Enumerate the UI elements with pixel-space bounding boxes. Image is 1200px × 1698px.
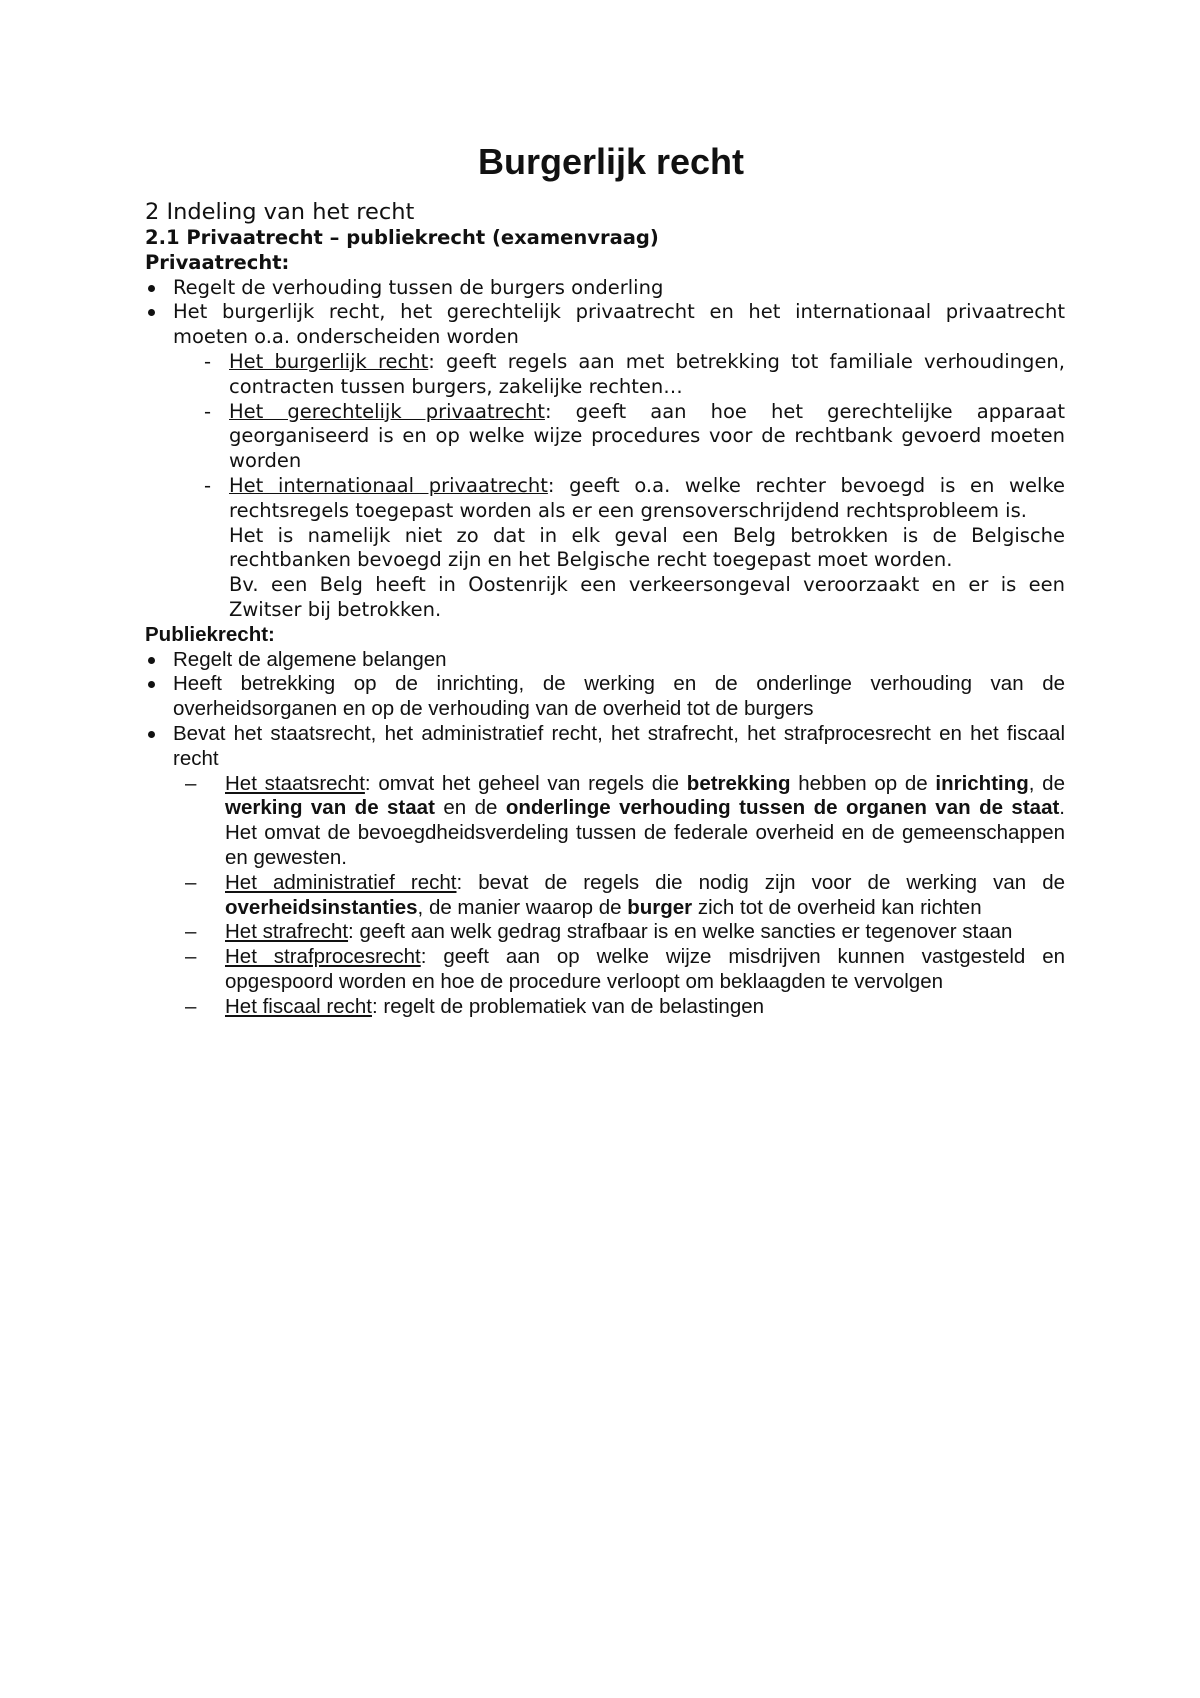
subitem-internationaal-privaatrecht xyxy=(201,474,1065,623)
subitem-text: : geeft aan welk gedrag strafbaar is en welke sancties er tegenover staan xyxy=(348,920,1013,944)
subitem-text: : geeft aan op welke wijze misdrijven kunnen vastgesteld en opgespoord worden en hoe de procedure verloopt om beklaagden te vervolgen xyxy=(225,945,1065,993)
subitem-strafrecht xyxy=(183,920,1065,945)
privaatrecht-bullets xyxy=(145,276,1065,623)
subitem-text: , de manier waarop de xyxy=(417,895,628,919)
heading-privaat-publiek: 2.1 Privaatrecht – publiekrecht (examenvraag) xyxy=(145,226,659,249)
term-fiscaal-recht: Het fiscaal recht xyxy=(225,994,372,1018)
subitem-text: : bevat de regels die nodig zijn voor de werking van de xyxy=(456,870,1065,894)
document-content xyxy=(145,140,1065,1020)
subitem-burgerlijk-recht xyxy=(201,350,1065,400)
subitem-staatsrecht xyxy=(183,772,1065,871)
subitem-text: . Het omvat de bevoegdheidsverdeling tussen de federale overheid en de gemeenschappen en gewesten. xyxy=(225,796,1065,869)
subitem-gerechtelijk-privaatrecht xyxy=(201,400,1065,474)
term-gerechtelijk-privaatrecht: Het gerechtelijk privaatrecht xyxy=(229,399,545,423)
subitem-text: : geeft regels aan met betrekking tot familiale verhoudingen, contracten tussen burgers, zakelijke rechten… xyxy=(229,349,1065,398)
subitem-text: : omvat het geheel van regels die xyxy=(364,771,687,795)
subitem-text: , de xyxy=(1028,771,1065,795)
bold-text: werking van de staat xyxy=(225,796,435,820)
subitem-fiscaal-recht xyxy=(183,995,1065,1020)
bullet-item xyxy=(145,722,1065,772)
bullet-text: Bevat het staatsrecht, het administratief recht, het strafrecht, het strafprocesrecht en het fiscaal recht xyxy=(173,721,1065,770)
bold-text: onderlinge verhouding tussen de organen van de staat xyxy=(505,796,1060,820)
bullet-item: Regelt de verhouding tussen de burgers onderling xyxy=(145,276,1065,301)
subitem-text: en de xyxy=(434,796,506,820)
subitem-text: : regelt de problematiek van de belastingen xyxy=(371,994,765,1018)
subitem-paragraph: Het is namelijk niet zo dat in elk geval een Belg betrokken is de Belgische rechtbanken bevoegd zijn en het Belgische recht toegepast moet worden. xyxy=(229,523,1065,572)
bold-text: inrichting xyxy=(935,771,1029,795)
subitem-strafprocesrecht xyxy=(183,945,1065,995)
privaatrecht-label: Privaatrecht: xyxy=(145,250,290,274)
bullet-item: Regelt de algemene belangen xyxy=(145,648,1065,673)
publiekrecht-label: Publiekrecht: xyxy=(145,622,275,646)
privaatrecht-subitems xyxy=(201,350,1065,623)
term-internationaal-privaatrecht: Het internationaal privaatrecht xyxy=(229,473,548,497)
term-administratief-recht: Het administratief recht xyxy=(225,870,457,894)
publiekrecht-subitems xyxy=(183,772,1065,1020)
bullet-text: Het burgerlijk recht, het gerechtelijk privaatrecht en het internationaal privaatrecht moeten o.a. onderscheiden worden xyxy=(173,300,1065,349)
bullet-item: Heeft betrekking op de inrichting, de werking en de onderlinge verhouding van de overheidsorganen en op de verhouding van de overheid tot de burgers xyxy=(145,672,1065,722)
subitem-administratief-recht xyxy=(183,871,1065,921)
bullet-item xyxy=(145,300,1065,622)
bold-text: betrekking xyxy=(686,771,791,795)
subitem-text: zich tot de overheid kan richten xyxy=(692,895,982,919)
subitem-text: hebben op de xyxy=(790,771,936,795)
bold-text: burger xyxy=(627,895,693,919)
heading-indeling: 2 Indeling van het recht xyxy=(145,199,415,225)
term-strafrecht: Het strafrecht xyxy=(225,920,349,944)
document-title: Burgerlijk recht xyxy=(477,141,745,182)
subitem-text: : geeft aan hoe het gerechtelijke apparaat georganiseerd is en op welke wijze procedures voor de rechtbank gevoerd moeten worden xyxy=(229,399,1065,473)
bold-text: overheidsinstanties xyxy=(225,895,418,919)
subitem-text: : geeft o.a. welke rechter bevoegd is en welke rechtsregels toegepast worden als er een grensoverschrijdend rechtsprobleem is. xyxy=(229,473,1065,522)
term-strafprocesrecht: Het strafprocesrecht xyxy=(225,945,421,969)
term-burgerlijk-recht: Het burgerlijk recht xyxy=(229,349,429,373)
publiekrecht-bullets xyxy=(145,648,1065,772)
subitem-paragraph: Bv. een Belg heeft in Oostenrijk een verkeersongeval veroorzaakt en er is een Zwitser bij betrokken. xyxy=(229,573,1065,621)
term-staatsrecht: Het staatsrecht xyxy=(225,771,365,795)
